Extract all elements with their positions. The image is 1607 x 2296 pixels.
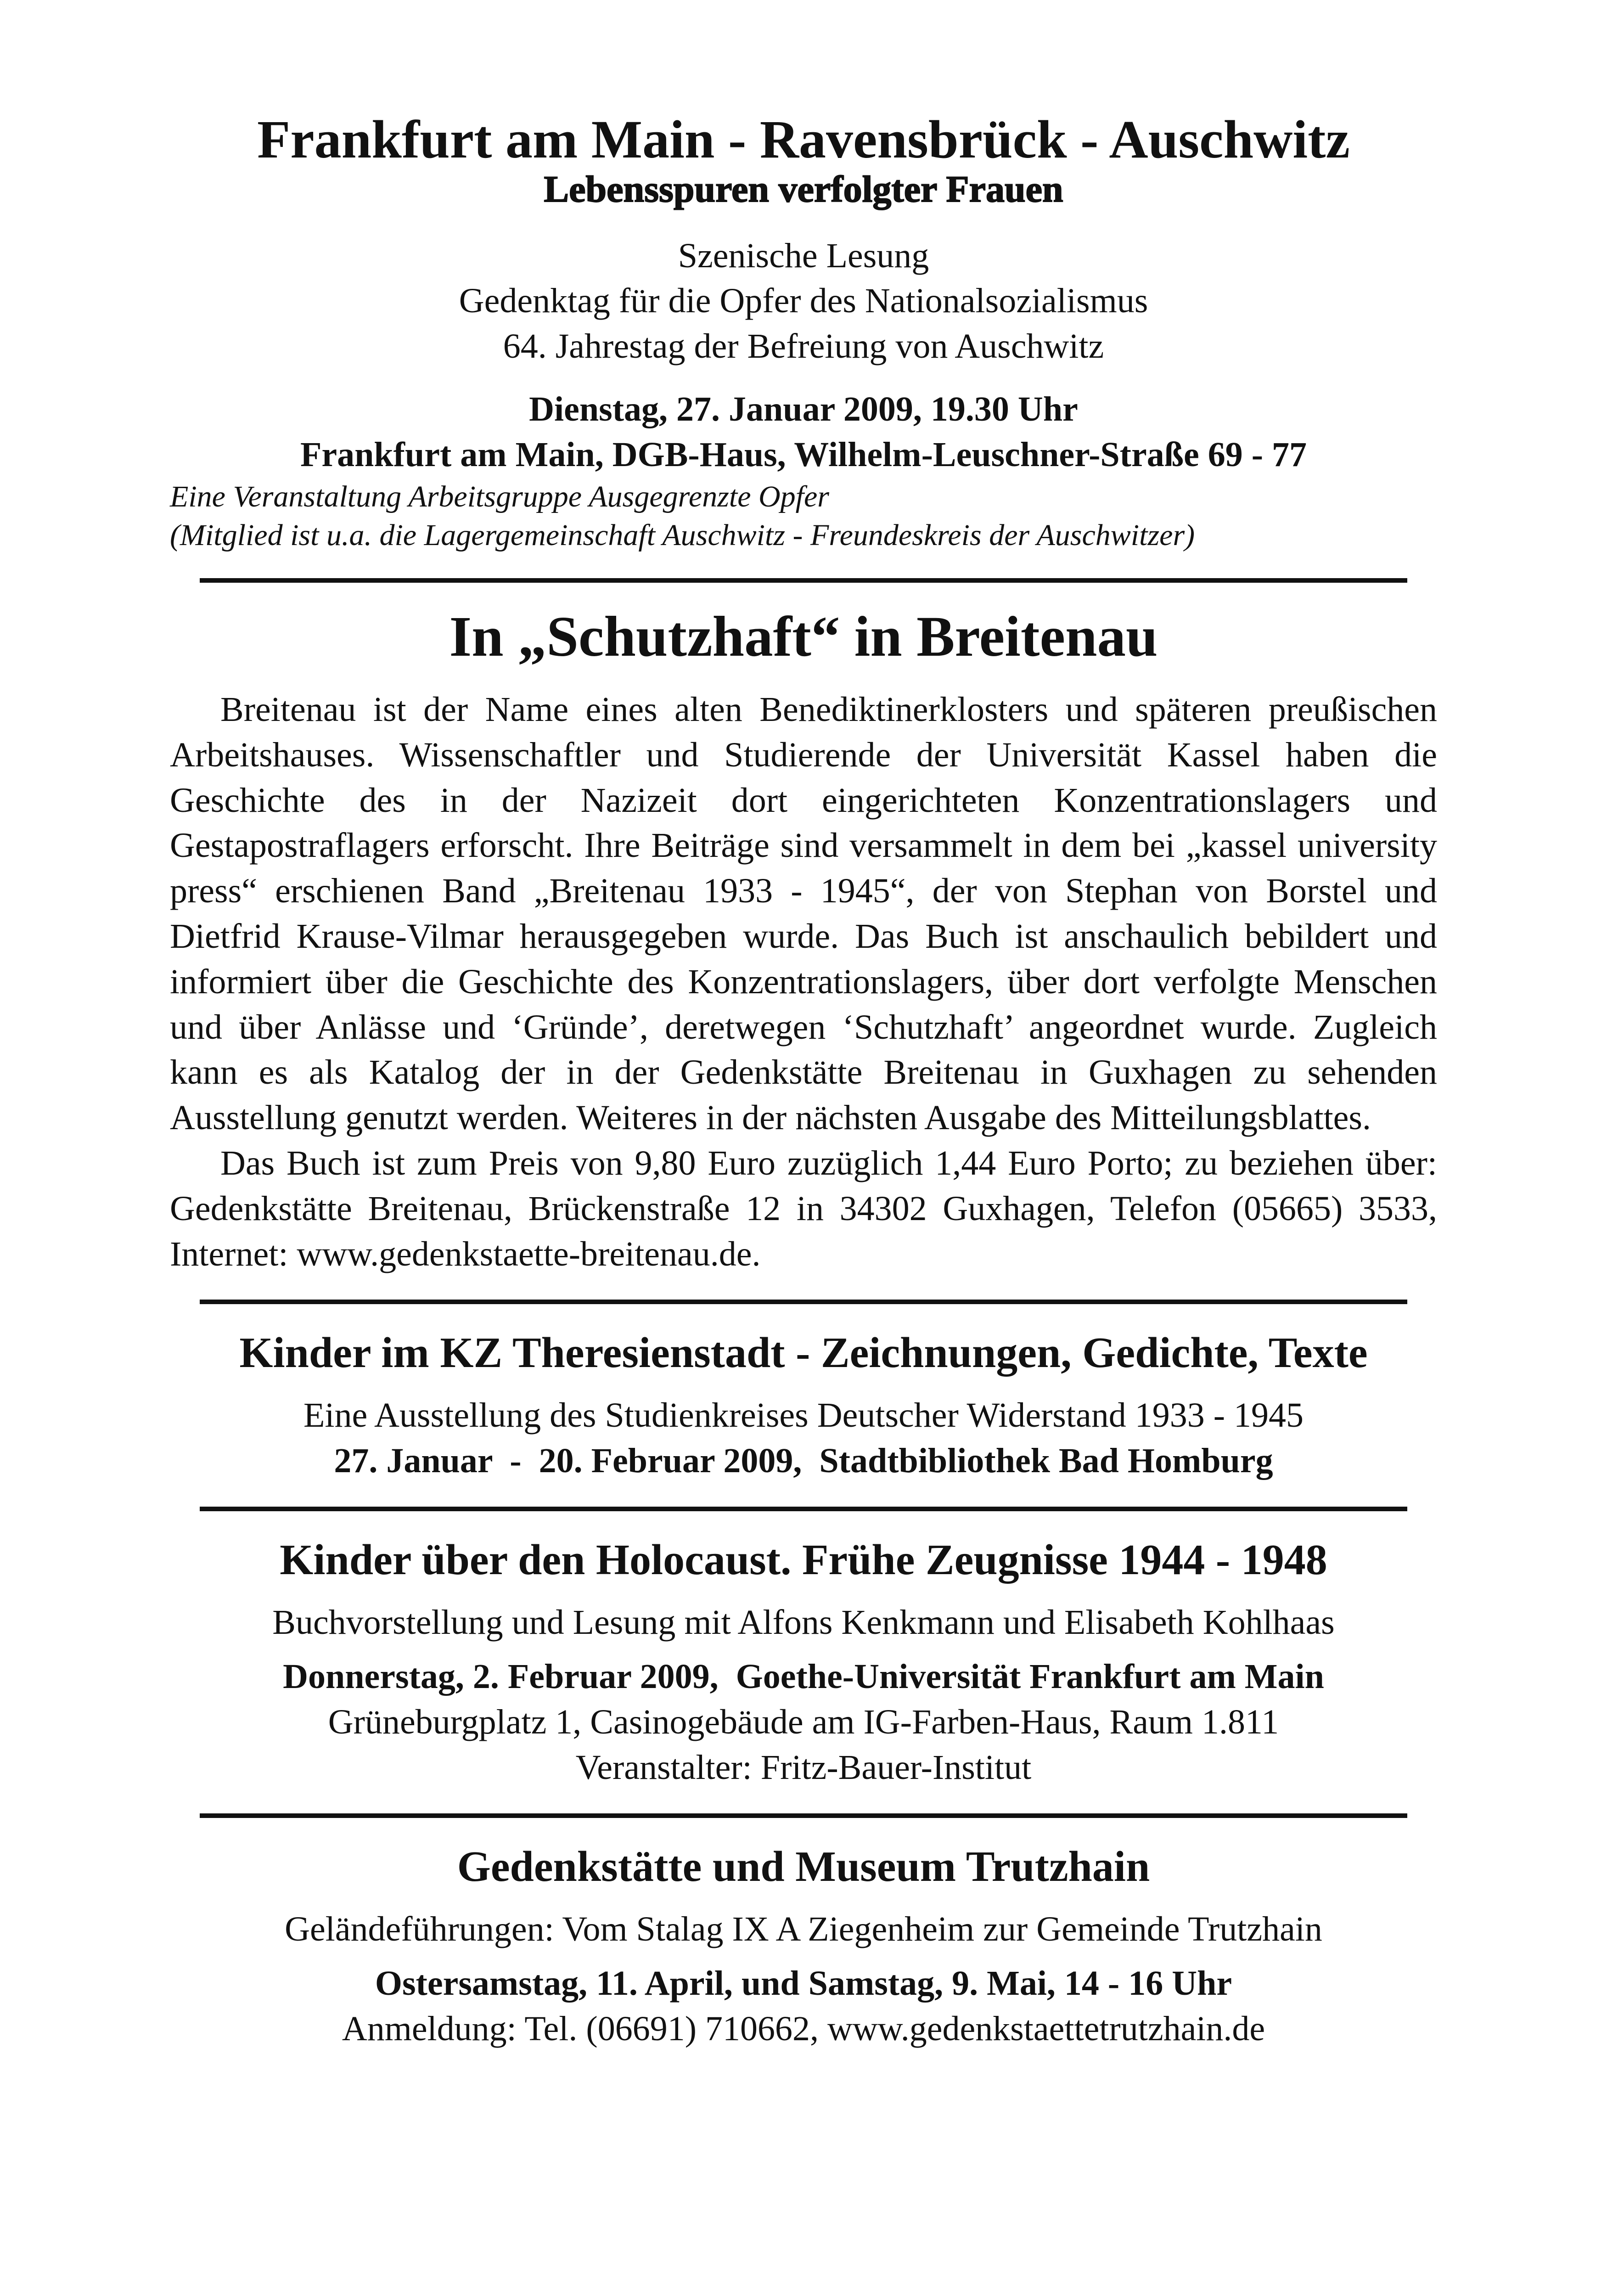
organizer-line-2: (Mitglied ist u.a. die Lagergemeinschaft Auschwitz - Freundeskreis der Auschwitzer) [170, 518, 1195, 552]
divider [200, 1813, 1407, 1818]
anniversary: 64. Jahrestag der Befreiung von Auschwitz [503, 327, 1104, 366]
event-title: Gedenkstätte und Museum Trutzhain [457, 1842, 1150, 1891]
main-subtitle: Lebensspuren verfolgter Frauen [544, 168, 1063, 210]
event-registration: Anmeldung: Tel. (06691) 710662, www.gedenkstaettetrutzhain.de [342, 2009, 1265, 2048]
event-venue: Frankfurt am Main, DGB-Haus, Wilhelm-Leuschner-Straße 69 - 77 [300, 435, 1307, 474]
header-section [170, 110, 1437, 555]
event-organizer: Veranstalter: Fritz-Bauer-Institut [575, 1748, 1032, 1787]
divider [200, 578, 1407, 583]
event-trutzhain [170, 1841, 1437, 2052]
article-section [170, 606, 1437, 1277]
event-date-time: Ostersamstag, 11. April, und Samstag, 9. Mai, 14 - 16 Uhr [375, 1964, 1232, 2003]
event-date-place: 27. Januar - 20. Februar 2009, Stadtbibliothek Bad Homburg [334, 1441, 1273, 1480]
event-description: Buchvorstellung und Lesung mit Alfons Kenkmann und Elisabeth Kohlhaas [272, 1603, 1335, 1642]
article-paragraph: Breitenau ist der Name eines alten Benediktinerklosters und späteren preußischen Arbeitshauses. Wissenschaftler und Studierende der Universität Kassel haben die Geschichte des in der Nazizeit dort eingerichteten Konzentrationslagers und Gestapostraflagers erforscht. Ihre Beiträge sind versammelt in dem bei „kassel university press“ erschienen Band „Breitenau 1933 - 1945“, der von Stephan von Borstel und Dietfrid Krause-Vilmar herausgegeben wurde. Das Buch ist anschaulich bebildert und informiert über die Geschichte des Konzentrationslagers, über dort verfolgte Menschen und über Anlässe und ‘Gründe’, deretwegen ‘Schutzhaft’ angeordnet wurde. Zugleich kann es als Katalog der in der Gedenkstätte Breitenau in Guxhagen zu sehenden Ausstellung genutzt werden. Weiteres in der nächsten Ausgabe des Mitteilungsblattes. [170, 690, 1437, 1137]
document-page [170, 110, 1437, 2052]
divider [200, 1507, 1407, 1511]
event-address: Grüneburgplatz 1, Casinogebäude am IG-Farben-Haus, Raum 1.811 [328, 1703, 1279, 1742]
event-theresienstadt [170, 1327, 1437, 1483]
event-description: Eine Ausstellung des Studienkreises Deutscher Widerstand 1933 - 1945 [303, 1396, 1304, 1435]
organizer-line-1: Eine Veranstaltung Arbeitsgruppe Ausgegrenzte Opfer [170, 479, 829, 513]
event-title: Kinder im KZ Theresienstadt - Zeichnungen, Gedichte, Texte [239, 1329, 1368, 1377]
event-date: Dienstag, 27. Januar 2009, 19.30 Uhr [529, 390, 1078, 429]
event-holocaust-children [170, 1534, 1437, 1790]
memorial-day: Gedenktag für die Opfer des Nationalsozialismus [459, 281, 1148, 321]
main-title: Frankfurt am Main - Ravensbrück - Auschwitz [257, 109, 1350, 169]
event-type: Szenische Lesung [678, 236, 929, 275]
event-title: Kinder über den Holocaust. Frühe Zeugnisse 1944 - 1948 [280, 1536, 1327, 1584]
article-heading: In „Schutzhaft“ in Breitenau [449, 605, 1158, 669]
divider [200, 1300, 1407, 1304]
event-description: Geländeführungen: Vom Stalag IX A Ziegenheim zur Gemeinde Trutzhain [285, 1909, 1322, 1948]
article-paragraph: Das Buch ist zum Preis von 9,80 Euro zuzüglich 1,44 Euro Porto; zu beziehen über: Gedenkstätte Breitenau, Brückenstraße 12 in 34302 Guxhagen, Telefon (05665) 3533, Internet: www.gedenkstaette-breitenau.de. [170, 1144, 1437, 1273]
event-date-place: Donnerstag, 2. Februar 2009, Goethe-Universität Frankfurt am Main [283, 1657, 1324, 1696]
